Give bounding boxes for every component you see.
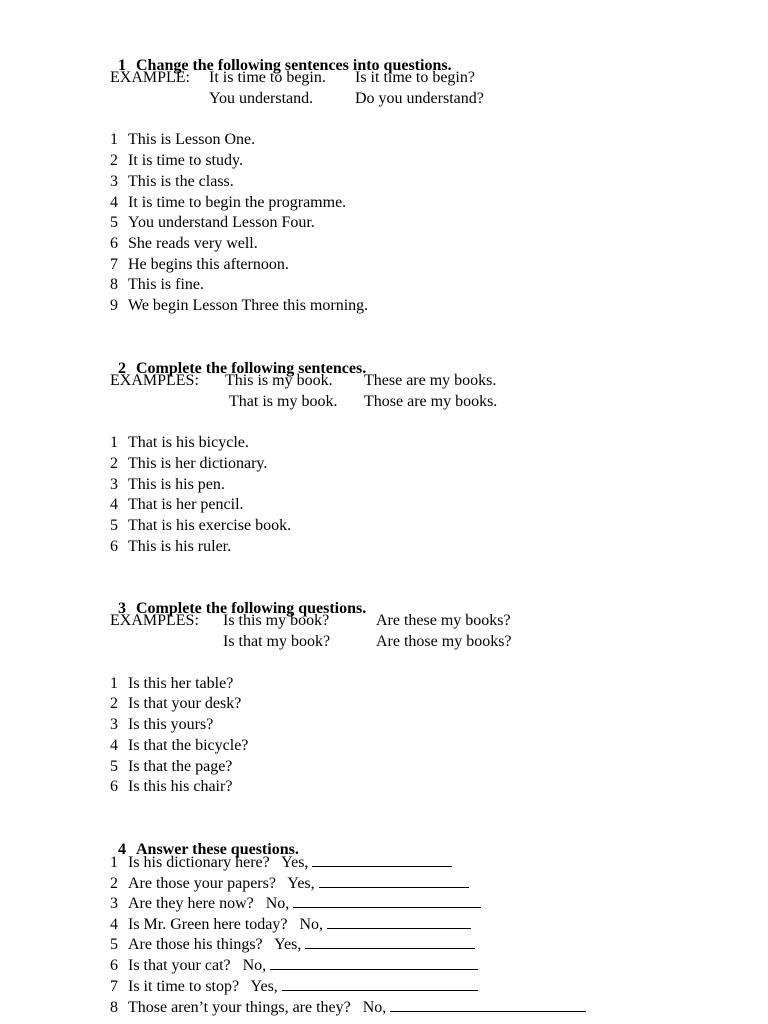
list-item: 4 That is her pencil. [110, 496, 244, 513]
section-2-number: 2 [118, 360, 126, 377]
list-item: 1 Is this her table? [110, 675, 234, 692]
question-row: 6 Is that your cat? No, [110, 955, 478, 975]
section-1-title: Change the following sentences into questions. [136, 57, 452, 74]
list-item: 2 Is that your desk? [110, 695, 242, 712]
section-3-heading [110, 579, 367, 617]
list-item: 7 He begins this afternoon. [110, 256, 289, 273]
answer-blank[interactable] [270, 955, 478, 970]
question-row: 8 Those aren’t your things, are they? No, [110, 997, 586, 1017]
section-4-heading [110, 820, 299, 858]
section-3-example-singular-2: Is that my book? [223, 633, 331, 650]
list-item: 6 Is this his chair? [110, 778, 233, 795]
question-row: 4 Is Mr. Green here today? No, [110, 914, 471, 934]
list-item: 3 This is his pen. [110, 476, 225, 493]
list-item: 3 This is the class. [110, 173, 234, 190]
list-item: 4 It is time to begin the programme. [110, 194, 347, 211]
section-1-example-label: EXAMPLE: [110, 69, 190, 86]
section-3-example-singular-1: Is this my book? [223, 612, 330, 629]
list-item: 2 This is her dictionary. [110, 455, 268, 472]
answer-blank[interactable] [305, 934, 475, 949]
answer-blank[interactable] [319, 873, 469, 888]
section-3-example-plural-2: Are those my books? [376, 633, 512, 650]
list-item: 2 It is time to study. [110, 152, 243, 169]
question-row: 7 Is it time to stop? Yes, [110, 976, 478, 996]
section-2-example-label: EXAMPLES: [110, 372, 199, 389]
list-item: 3 Is this yours? [110, 716, 214, 733]
section-2-title: Complete the following sentences. [136, 360, 367, 377]
list-item: 1 This is Lesson One. [110, 131, 256, 148]
question-row: 3 Are they here now? No, [110, 893, 481, 913]
section-3-example-plural-1: Are these my books? [376, 612, 511, 629]
question-row: 2 Are those your papers? Yes, [110, 873, 469, 893]
section-2-example-singular-1: This is my book. [225, 372, 333, 389]
section-1-example-question-1: Is it time to begin? [355, 69, 475, 86]
section-1-example-statement-1: It is time to begin. [209, 69, 326, 86]
list-item: 9 We begin Lesson Three this morning. [110, 297, 369, 314]
section-3-example-label: EXAMPLES: [110, 612, 199, 629]
list-item: 1 That is his bicycle. [110, 434, 249, 451]
section-1-example-question-2: Do you understand? [355, 90, 484, 107]
question-row: 5 Are those his things? Yes, [110, 934, 475, 954]
section-1-example-statement-2: You understand. [209, 90, 314, 107]
answer-blank[interactable] [390, 997, 586, 1012]
list-item: 8 This is fine. [110, 276, 204, 293]
answer-blank[interactable] [312, 852, 452, 867]
section-4-number: 4 [118, 841, 126, 858]
list-item: 6 This is his ruler. [110, 538, 232, 555]
question-row: 1 Is his dictionary here? Yes, [110, 852, 452, 872]
section-3-number: 3 [118, 600, 126, 617]
section-1-number: 1 [118, 57, 126, 74]
section-1-heading [110, 36, 452, 74]
answer-blank[interactable] [327, 914, 471, 929]
section-4-title: Answer these questions. [136, 841, 299, 858]
section-2-example-singular-2: That is my book. [229, 393, 338, 410]
section-3-title: Complete the following questions. [136, 600, 367, 617]
list-item: 5 Is that the page? [110, 758, 233, 775]
list-item: 5 You understand Lesson Four. [110, 214, 315, 231]
list-item: 5 That is his exercise book. [110, 517, 292, 534]
list-item: 6 She reads very well. [110, 235, 258, 252]
section-2-example-plural-1: These are my books. [364, 372, 497, 389]
answer-blank[interactable] [282, 976, 478, 991]
section-2-heading [110, 339, 367, 377]
list-item: 4 Is that the bicycle? [110, 737, 249, 754]
answer-blank[interactable] [293, 893, 481, 908]
section-2-example-plural-2: Those are my books. [364, 393, 498, 410]
